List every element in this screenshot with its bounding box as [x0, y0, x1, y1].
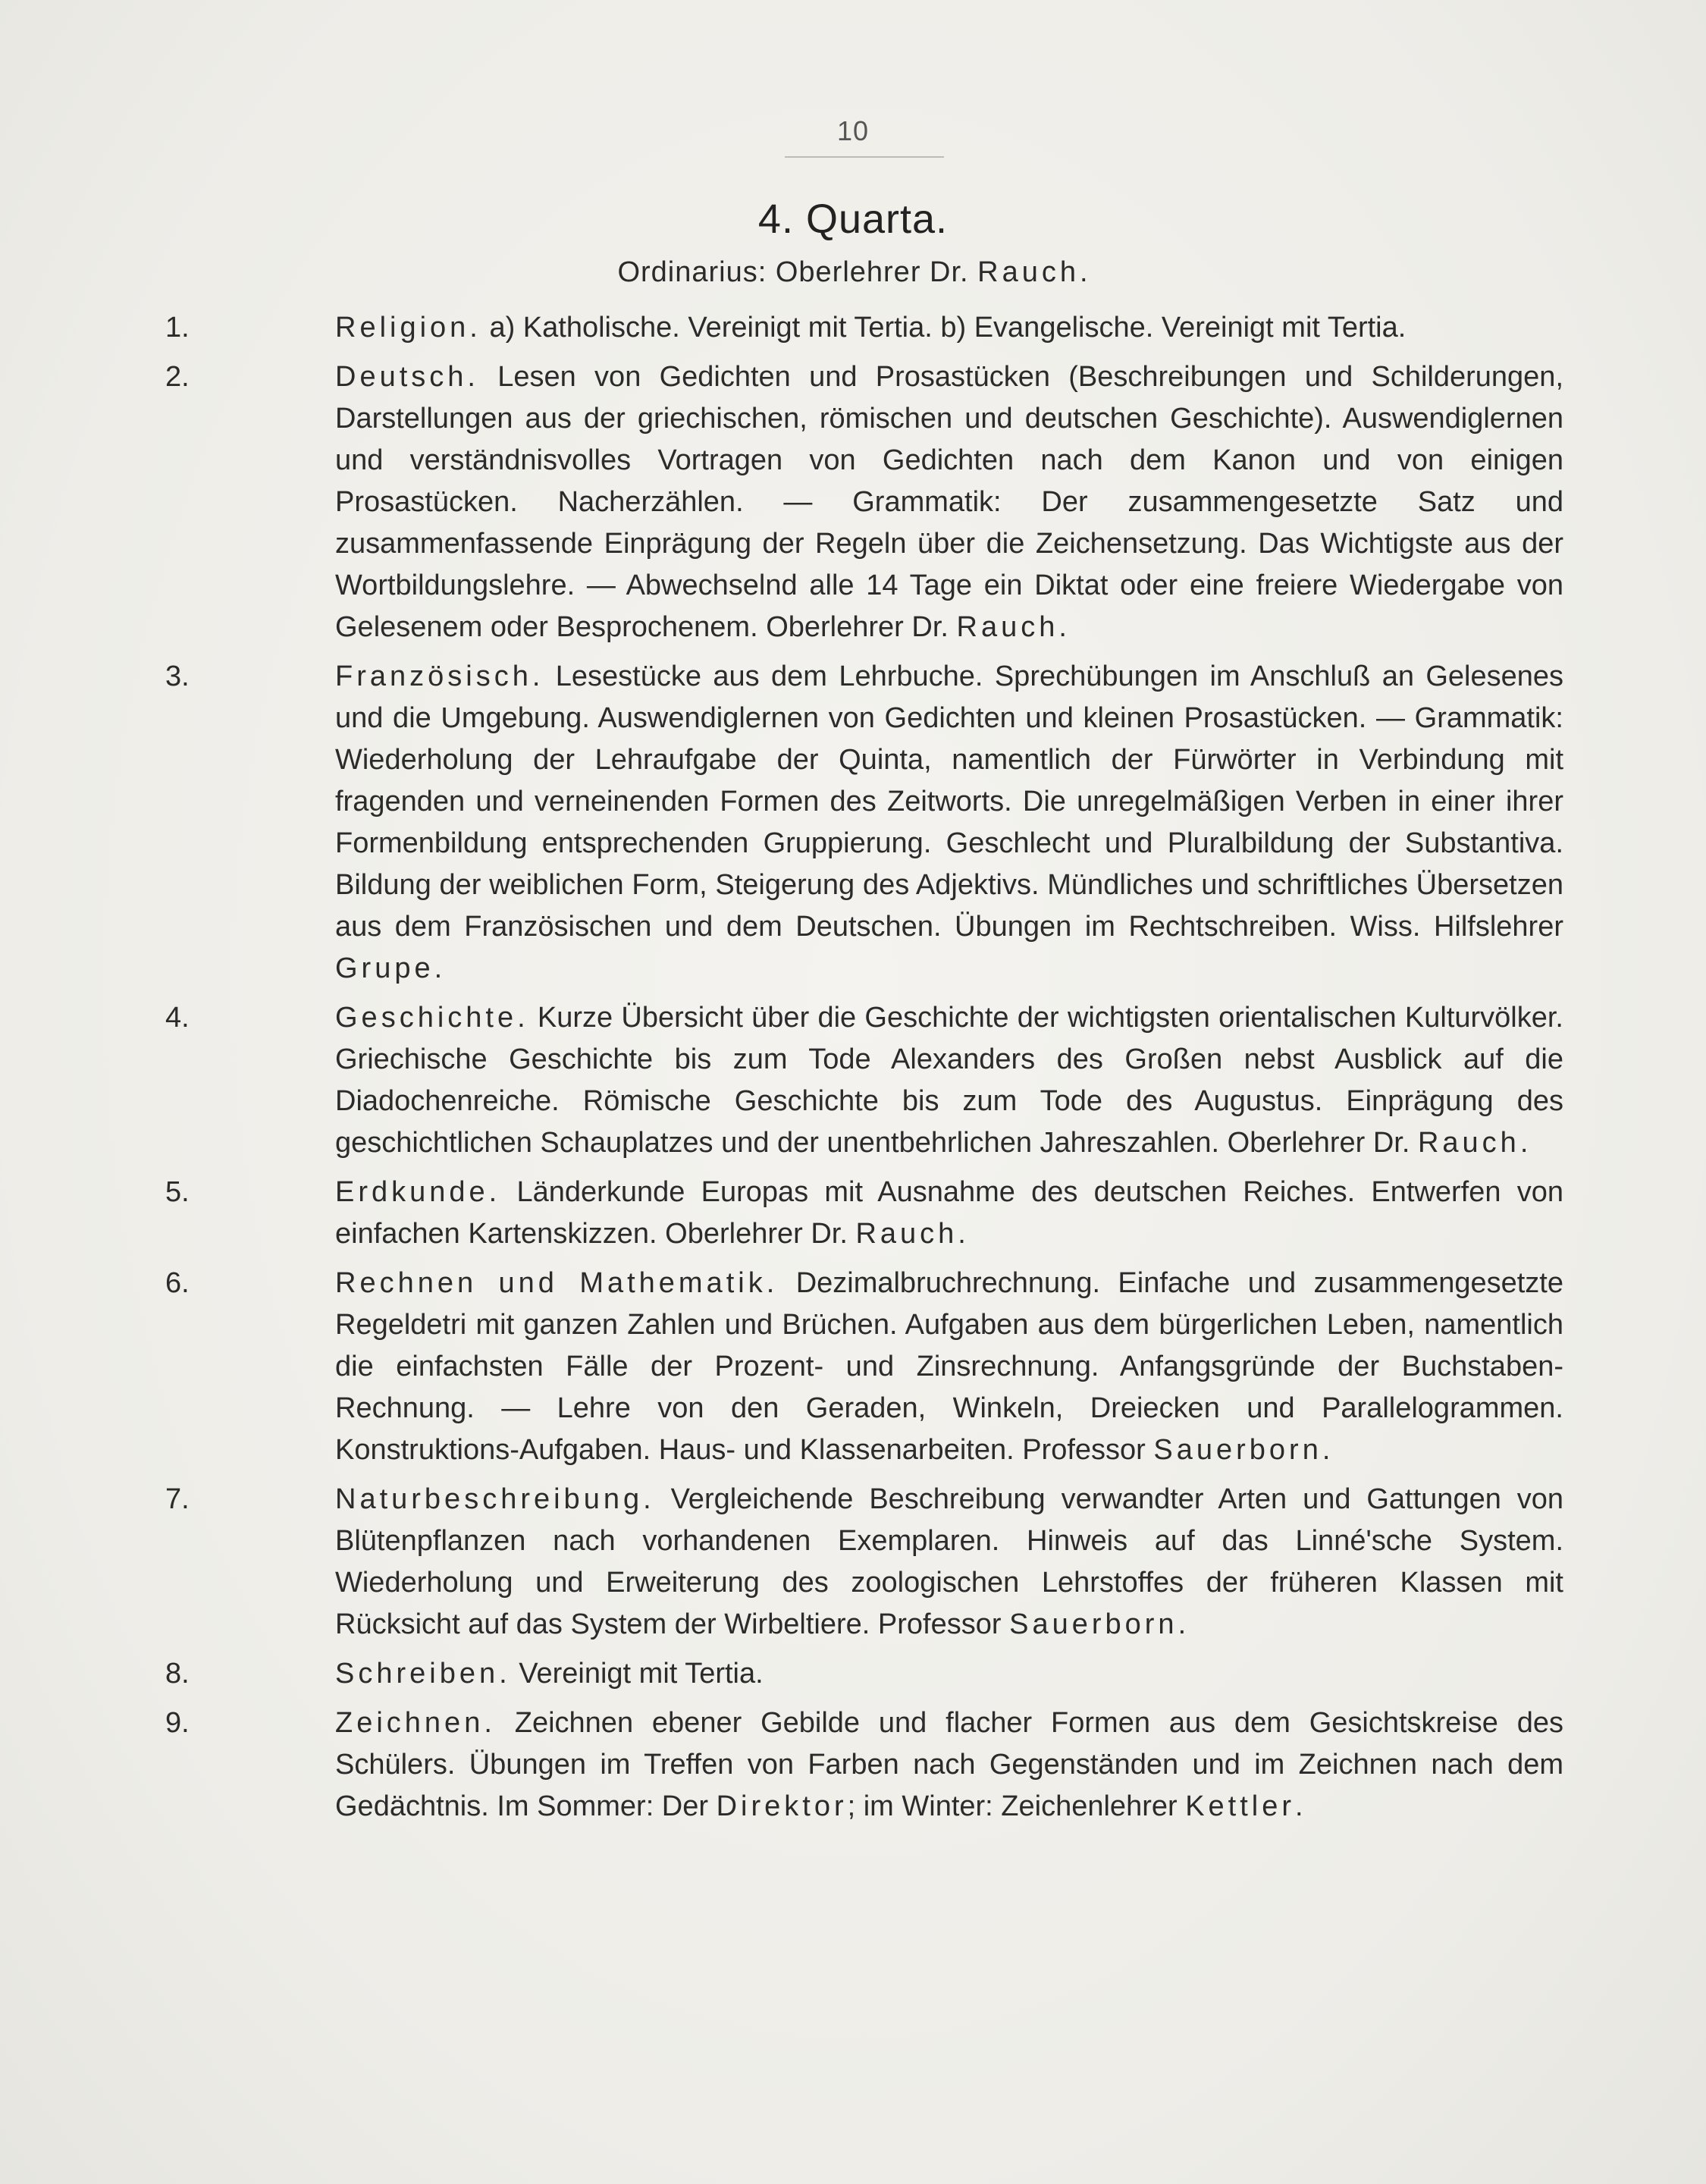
- subject-title: Zeichnen.: [335, 1707, 496, 1739]
- teacher-name: Grupe: [335, 952, 434, 984]
- subject-rechnen-mathematik: [0, 1263, 1563, 1471]
- subject-list: [0, 307, 1706, 1835]
- subject-naturbeschreibung: [0, 1479, 1563, 1646]
- teacher-name: Sauerborn: [1009, 1608, 1178, 1640]
- subject-number: 9.: [165, 1707, 190, 1739]
- subject-number: 1.: [165, 312, 190, 344]
- class-heading: 4. Quarta.: [757, 196, 949, 242]
- subject-deutsch: [0, 356, 1563, 648]
- teacher-name: Rauch: [956, 611, 1059, 643]
- subject-title: Rechnen und Mathematik.: [335, 1267, 779, 1299]
- subject-text: Länderkunde Europas mit Ausnahme des deutschen Reiches. Entwerfen von einfachen Kartenskizzen. Oberlehrer Dr.: [335, 1176, 1563, 1250]
- teacher-name: Kettler: [1185, 1790, 1296, 1822]
- subject-number: 4.: [165, 1002, 190, 1034]
- ordinarius-name: Rauch: [977, 256, 1080, 288]
- page-number: 10: [836, 115, 870, 146]
- subject-erdkunde: [0, 1172, 1563, 1255]
- subject-title: Französisch.: [335, 661, 544, 692]
- subject-text: Dezimalbruchrechnung. Einfache und zusammengesetzte Regeldetri mit ganzen Zahlen und Brüchen. Aufgaben aus dem bürgerlichen Leben, namentlich die einfachsten Fälle der Prozent- und Zinsrechnung. Anfangsgründe der Buchstaben-Rechnung. — Lehre von den Geraden, Winkeln, Dreiecken und Parallelogrammen. Konstruktions-Aufgaben. Haus- und Klassenarbeiten. Professor: [335, 1267, 1563, 1466]
- subject-text-end: .: [1322, 1434, 1331, 1466]
- subject-text: Vereinigt mit Tertia.: [519, 1658, 764, 1690]
- subject-text-end: .: [1519, 1127, 1529, 1159]
- subject-schreiben: [0, 1653, 1563, 1695]
- subject-text-end: .: [1058, 611, 1067, 643]
- subject-text-end: .: [1295, 1790, 1303, 1822]
- subject-text-middle: ; im Winter: Zeichenlehrer: [847, 1790, 1186, 1822]
- subject-religion: [0, 307, 1563, 349]
- teacher-name: Sauerborn: [1153, 1434, 1322, 1466]
- subject-text-end: .: [1178, 1608, 1187, 1640]
- subject-number: 5.: [165, 1176, 190, 1208]
- subject-number: 8.: [165, 1658, 190, 1690]
- subject-text: Zeichnen ebener Gebilde und flacher Formen aus dem Gesichtskreise des Schülers. Übungen im Treffen von Farben nach Gegenständen und im Zeichnen nach dem Gedächtnis. Im Sommer: Der: [335, 1707, 1564, 1822]
- header-rule: [785, 156, 944, 158]
- ordinarius-line: [0, 256, 1706, 289]
- subject-title: Religion.: [335, 312, 481, 344]
- subject-number: 2.: [165, 361, 190, 393]
- teacher-name: Direktor: [716, 1790, 848, 1822]
- subject-text: Lesen von Gedichten und Prosastücken (Beschreibungen und Schilderungen, Darstellungen aus der griechischen, römischen und deutschen Geschichte). Auswendiglernen und verständnisvolles Vortragen von Gedichten nach dem Kanon und von einigen Prosastücken. Nacherzählen. — Grammatik: Der zusammengesetzte Satz und zusammenfassende Einprägung der Regeln über die Zeichensetzung. Das Wichtigste aus der Wortbildungslehre. — Abwechselnd alle 14 Tage ein Diktat oder eine freiere Wiedergabe von Gelesenem oder Besprochenem. Oberlehrer Dr.: [335, 361, 1564, 643]
- subject-franzoesisch: [0, 656, 1563, 990]
- subject-title: Erdkunde.: [335, 1176, 501, 1208]
- subject-number: 7.: [165, 1483, 190, 1515]
- subject-text: Lesestücke aus dem Lehrbuche. Sprechübungen im Anschluß an Gelesenes und die Umgebung. Auswendiglernen von Gedichten und kleinen Prosastücken. — Grammatik: Wiederholung der Lehraufgabe der Quinta, namentlich der Fürwörter in Verbindung mit fragenden und verneinenden Formen des Zeitworts. Die unregelmäßigen Verben in einer ihrer Formenbildung entsprechenden Gruppierung. Geschlecht und Pluralbildung der Substantiva. Bildung der weiblichen Form, Steigerung des Adjektivs. Mündliches und schriftliches Übersetzen aus dem Französischen und dem Deutschen. Übungen im Rechtschreiben. Wiss. Hilfslehrer: [335, 661, 1563, 943]
- subject-text: Kurze Übersicht über die Geschichte der wichtigsten orientalischen Kulturvölker. Griechische Geschichte bis zum Tode Alexanders des Großen nebst Ausblick auf die Diadochenreiche. Römische Geschichte bis zum Tode des Augustus. Einprägung des geschichtlichen Schauplatzes und der unentbehrlichen Jahreszahlen. Oberlehrer Dr.: [335, 1002, 1563, 1159]
- subject-text: Vergleichende Beschreibung verwandter Arten und Gattungen von Blütenpflanzen nach vorhandenen Exemplaren. Hinweis auf das Linné'sche System. Wiederholung und Erweiterung des zoologischen Lehrstoffes der früheren Klassen mit Rücksicht auf das System der Wirbeltiere. Professor: [335, 1483, 1564, 1640]
- teacher-name: Rauch: [1417, 1127, 1520, 1159]
- subject-text-end: .: [958, 1218, 966, 1250]
- subject-title: Geschichte.: [335, 1002, 529, 1034]
- subject-title: Schreiben.: [335, 1658, 511, 1690]
- subject-text: a) Katholische. Vereinigt mit Tertia. b) Evangelische. Vereinigt mit Tertia.: [489, 312, 1407, 344]
- subject-zeichnen: [0, 1702, 1563, 1828]
- ordinarius-suffix: .: [1080, 256, 1089, 288]
- subject-title: Naturbeschreibung.: [335, 1483, 655, 1515]
- subject-title: Deutsch.: [335, 361, 479, 393]
- subject-geschichte: [0, 997, 1563, 1164]
- subject-number: 3.: [165, 661, 190, 692]
- ordinarius-prefix: Ordinarius: Oberlehrer Dr.: [617, 256, 969, 288]
- teacher-name: Rauch: [855, 1218, 958, 1250]
- subject-text-end: .: [434, 952, 443, 984]
- subject-number: 6.: [165, 1267, 190, 1299]
